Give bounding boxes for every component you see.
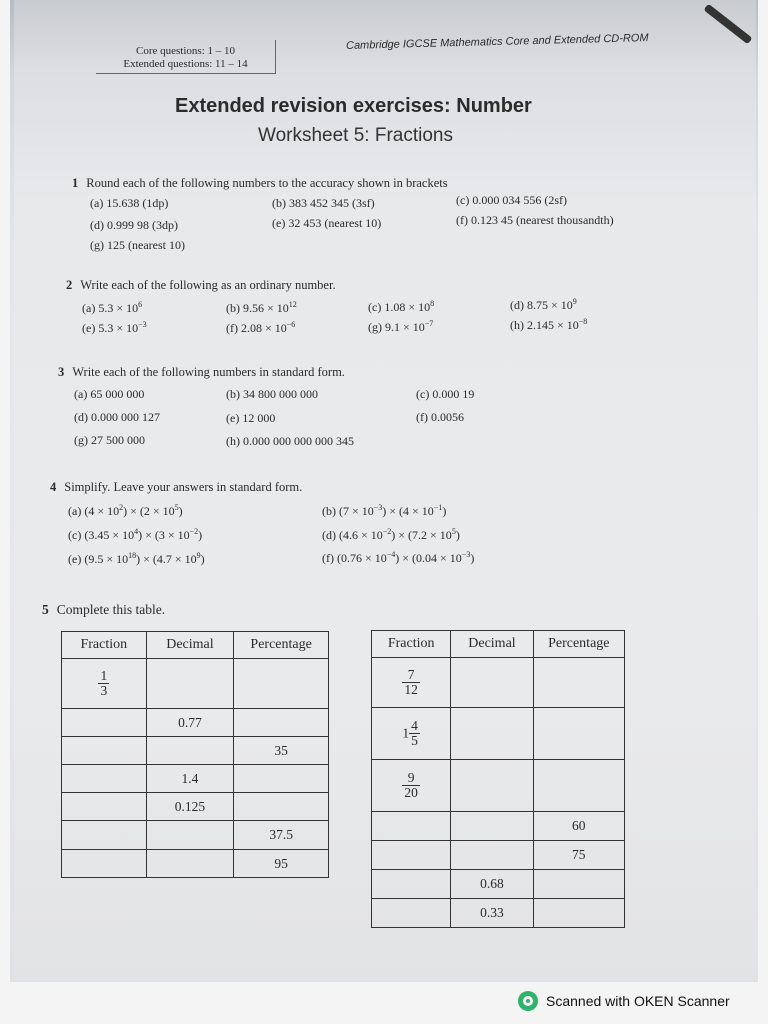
question-text: Write each of the following numbers in standard form. [72,365,345,379]
percentage-cell[interactable] [533,899,624,928]
decimal-cell[interactable] [451,658,533,708]
column-header: Percentage [533,631,624,658]
page-title: Extended revision exercises: Number [175,95,532,117]
decimal-cell[interactable] [451,841,533,870]
percentage-cell[interactable] [234,793,329,821]
question-text: Round each of the following numbers to the accuracy shown in brackets [86,176,448,190]
question-2 [66,278,336,293]
q4-item: (c) $(3.45 \times 10^4) \times (3 \times 10^{-2})$ [68,527,203,542]
decimal-cell: 1.4 [146,765,234,793]
q4-item: (f) $(0.76 \times 10^{-4}) \times (0.04 \times 10^{-3})$ [322,550,475,565]
question-number: 2 [66,278,73,292]
table-row [372,760,625,812]
question-4 [50,480,302,495]
table-row [372,899,625,928]
scanner-watermark [518,991,730,1011]
table-row [372,870,625,899]
fraction: $\frac{1}{3}$ [100,668,108,698]
q1-item: (d) 0.999 98 (3dp) [90,218,178,232]
column-header: Percentage [234,632,329,659]
conversion-table-1 [61,631,329,878]
fraction-cell: 1 $\frac{4}{5}$ [372,708,451,760]
extended-questions-label: Extended questions: 11 – 14 [123,58,248,70]
core-questions-label: Core questions: 1 – 10 [136,45,235,57]
decimal-cell: 0.125 [146,793,234,821]
q1-item: (b) 383 452 345 (3sf) [272,196,375,210]
fraction-cell[interactable] [62,821,147,850]
column-header: Decimal [451,631,533,658]
scanner-watermark-text: Scanned with OKEN Scanner [546,993,730,1009]
q4-item: (d) $(4.6 \times 10^{-2}) \times (7.2 \times 10^5)$ [322,527,460,542]
table-row [372,841,625,870]
decimal-cell[interactable] [451,812,533,841]
book-reference: Cambridge IGCSE Mathematics Core and Extended CD-ROM [345,32,649,52]
table-row [62,850,329,878]
decimal-cell[interactable] [146,659,234,709]
percentage-cell: 35 [234,737,329,765]
q1-item: (c) 0.000 034 556 (2sf) [456,193,567,207]
decimal-cell[interactable] [146,850,234,878]
table-row [62,793,329,821]
q2-item: (f) $2.08 \times 10^{-6}$ [226,320,296,335]
q2-item: (d) $8.75 \times 10^9$ [510,297,577,312]
q2-item: (e) $5.3 \times 10^{-3}$ [82,320,147,335]
decimal-cell[interactable] [146,821,234,850]
table-row [62,765,329,793]
fraction-cell [62,659,147,709]
question-number: 3 [58,365,65,379]
fraction-cell[interactable] [62,765,147,793]
percentage-cell: 37.5 [234,821,329,850]
percentage-cell[interactable] [234,765,329,793]
q1-item: (a) 15.638 (1dp) [90,196,169,210]
q4-item: (b) $(7 \times 10^{-3}) \times (4 \times 10^{-1})$ [322,503,447,518]
column-header: Fraction [62,632,147,659]
fraction-cell [372,658,451,708]
q2-item: (b) $9.56 \times 10^{12}$ [226,300,297,315]
fraction-cell[interactable] [372,870,451,899]
fraction: $\frac{9}{20}$ [404,770,418,800]
decimal-cell[interactable] [451,708,533,760]
fraction: $\frac{4}{5}$ [411,718,418,748]
column-header: Fraction [372,631,451,658]
conversion-table-2 [371,630,625,928]
question-text: Complete this table. [56,602,166,617]
question-text: Simplify. Leave your answers in standard form. [64,480,303,494]
percentage-cell[interactable] [533,760,624,812]
table-row [372,812,625,841]
column-header: Decimal [146,632,234,659]
q3-item: (f) 0.0056 [416,410,464,424]
fraction-cell[interactable] [62,793,147,821]
page-subtitle: Worksheet 5: Fractions [258,125,454,146]
question-3 [58,365,345,380]
table-row [62,709,329,737]
percentage-cell: 75 [533,841,624,870]
fraction-cell[interactable] [372,841,451,870]
percentage-cell[interactable] [234,659,329,709]
q4-item: (e) $(9.5 \times 10^{18}) \times (4.7 \times 10^9)$ [68,551,205,566]
table-header-row [62,632,329,659]
q2-item: (h) $2.145 \times 10^{-8}$ [510,317,588,332]
question-5 [42,602,165,618]
fraction: $\frac{7}{12}$ [404,667,418,697]
q3-item: (b) 34 800 000 000 [226,387,318,401]
question-range-box [96,40,276,74]
question-number: 1 [72,176,79,190]
percentage-cell: 60 [533,812,624,841]
fraction-cell[interactable] [372,812,451,841]
decimal-cell[interactable] [146,737,234,765]
percentage-cell[interactable] [234,709,329,737]
fraction-cell[interactable] [62,737,147,765]
q2-item: (a) $5.3 \times 10^6$ [82,300,143,315]
q1-item: (g) 125 (nearest 10) [90,238,185,252]
fraction-cell [372,760,451,812]
decimal-cell: 0.33 [451,899,533,928]
q3-item: (h) 0.000 000 000 000 345 [226,434,354,448]
fraction-cell[interactable] [372,899,451,928]
table-row [62,821,329,850]
percentage-cell[interactable] [533,870,624,899]
percentage-cell[interactable] [533,708,624,760]
table-row [62,659,329,709]
table-row [372,708,625,760]
fraction-cell[interactable] [62,850,147,878]
percentage-cell[interactable] [533,658,624,708]
q4-item: (a) $(4 \times 10^2) \times (2 \times 10^5)$ [68,503,183,518]
decimal-cell: 0.68 [451,870,533,899]
decimal-cell: 0.77 [146,709,234,737]
oken-logo-icon [518,991,538,1011]
q1-item: (e) 32 453 (nearest 10) [272,216,382,230]
q3-item: (d) 0.000 000 127 [74,410,160,424]
q2-item: (g) $9.1 \times 10^{-7}$ [368,319,434,334]
question-text: Write each of the following as an ordinary number. [80,278,336,292]
table-row [372,658,625,708]
percentage-cell: 95 [234,850,329,878]
decimal-cell[interactable] [451,760,533,812]
table-row [62,737,329,765]
table-header-row [372,631,625,658]
question-number: 4 [50,480,57,494]
fraction-cell[interactable] [62,709,147,737]
q3-item: (g) 27 500 000 [74,433,145,447]
q3-item: (c) 0.000 19 [416,387,475,401]
q3-item: (e) 12 000 [226,411,276,425]
question-1 [72,176,448,191]
question-number: 5 [42,602,49,617]
q3-item: (a) 65 000 000 [74,387,145,401]
q2-item: (c) $1.08 \times 10^8$ [368,299,435,314]
q1-item: (f) 0.123 45 (nearest thousandth) [456,213,614,227]
